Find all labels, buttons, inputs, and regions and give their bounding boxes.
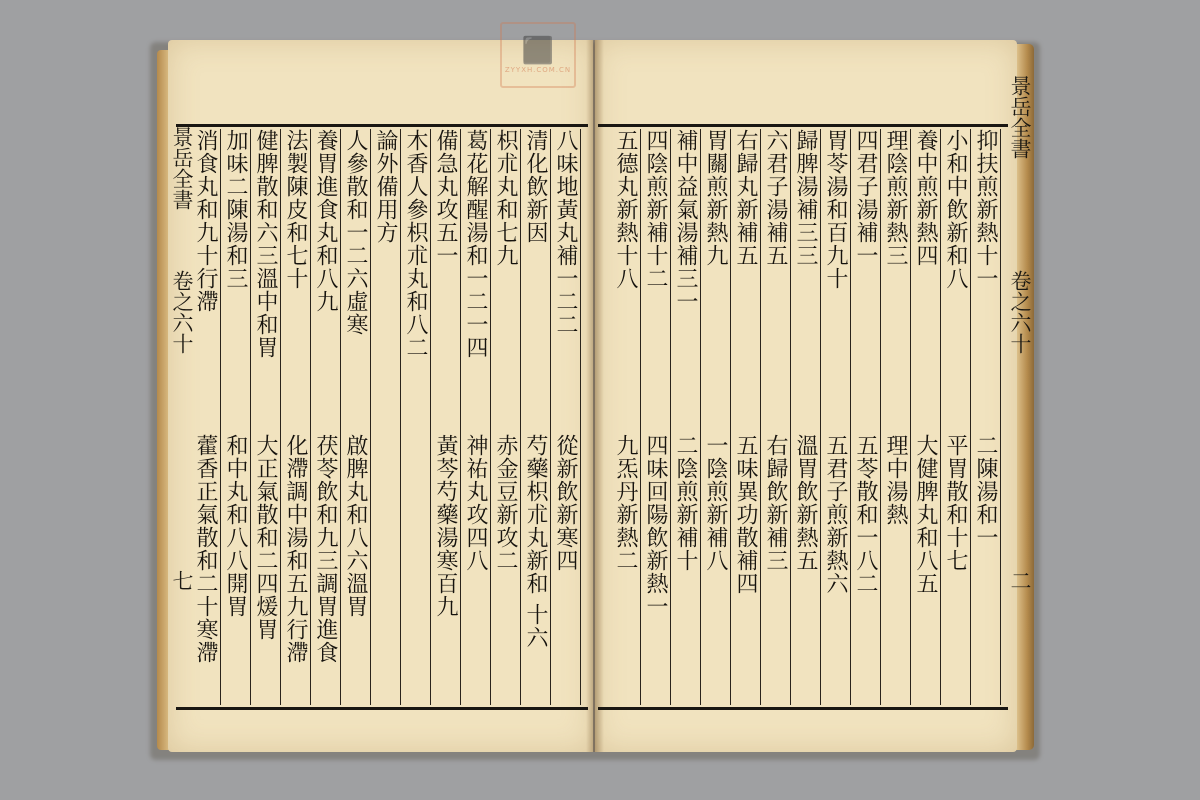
left-margin-title: 景岳全書 [170,126,194,210]
left-page-entry-upper: 法製陳皮和七十 [283,129,308,290]
left-page-entry-upper: 枳朮丸和七九 [493,129,518,267]
left-margin-volume: 卷之六十 [170,270,194,354]
right-page-column [640,129,671,705]
right-margin-page: 二 [1008,570,1032,591]
right-page-entry-lower: 大健脾丸和八五 [913,434,938,595]
left-page-entry-upper: 八味地黃丸補一二二 [553,129,578,336]
watermark-stamp [500,22,576,88]
right-page-column [880,129,911,705]
left-page-entry-lower: 赤金豆新攻二 [493,434,518,572]
left-page-entry-upper: 備急丸攻五一 [433,129,458,267]
left-page-entry-lower: 茯苓飲和九三調胃進食 [313,434,338,664]
right-page-column [850,129,881,705]
seal-icon: ⬛ [521,36,555,66]
right-page-column [970,129,1001,705]
right-page-entry-lower: 二陰煎新補十 [673,434,698,572]
left-page-entry-upper: 人參散和一二六虛寒 [343,129,368,336]
right-page-entry-lower: 右歸飲新補三 [763,434,788,572]
right-margin-title: 景岳全書 [1008,75,1032,159]
left-page-entry-lower: 芍藥枳朮丸新和 十六 [523,434,548,649]
right-page-entry-upper: 五德丸新熱十八 [613,129,638,290]
left-page-column [490,129,521,705]
left-page-column [370,129,401,705]
right-page-entry-upper: 右歸丸新補五 [733,129,758,267]
right-page-entry-upper: 補中益氣湯補三一 [673,129,698,313]
left-page-entry-upper: 清化飲新因 [523,129,548,244]
left-text-frame [176,124,588,710]
right-page-entry-upper: 小和中飲新和八 [943,129,968,290]
right-page-entry-lower: 二陳湯和一 [973,434,998,549]
left-page-column [400,129,431,705]
right-page-column [610,129,641,705]
right-page-column [700,129,731,705]
watermark-text: ZYYXH.COM.CN [504,66,572,74]
left-page-column [190,129,221,705]
right-margin-volume: 卷之六十 [1008,270,1032,354]
left-page-entry-lower: 從新飲新寒四 [553,434,578,572]
left-page-column [280,129,311,705]
left-page-column [430,129,461,705]
left-page-entry-lower: 黃芩芍藥湯寒百九 [433,434,458,618]
right-page-entry-lower: 四味回陽飲新熱一 [643,434,668,618]
right-page-entry-upper: 六君子湯補五 [763,129,788,267]
left-page-column [310,129,341,705]
right-page-entry-lower: 一陰煎新補八 [703,434,728,572]
left-page-column [550,129,581,705]
right-page-column [820,129,851,705]
left-page-entry-upper: 養胃進食丸和八九 [313,129,338,313]
right-page-entry-lower: 五味異功散補四 [733,434,758,595]
right-page-entry-upper: 養中煎新熱四 [913,129,938,267]
left-page-column [220,129,251,705]
left-page-entry-lower: 藿香正氣散和二十寒滯 [193,434,218,664]
right-page-entry-lower: 九炁丹新熱二 [613,434,638,572]
left-page-entry-lower: 啟脾丸和八六溫胃 [343,434,368,618]
left-page-column [520,129,551,705]
right-page-column [790,129,821,705]
left-page-entry-lower: 化滯調中湯和五九行滯 [283,434,308,664]
left-page-entry-upper: 葛花解醒湯和一二一四 [463,129,488,359]
right-page-column [760,129,791,705]
left-page-column [340,129,371,705]
left-page-entry-upper: 消食丸和九十行滯 [193,129,218,313]
right-page-entry-upper: 胃關煎新熱九 [703,129,728,267]
right-page-column [940,129,971,705]
left-page-entry-upper: 論外備用方 [373,129,398,244]
right-page-entry-upper: 四君子湯補一 [853,129,878,267]
right-page-column [730,129,761,705]
right-text-frame [598,124,1008,710]
left-page-entry-lower: 大正氣散和二四煖胃 [253,434,278,641]
right-page-entry-lower: 理中湯熱 [883,434,908,526]
left-page-column [250,129,281,705]
left-page-entry-upper: 加味二陳湯和三 [223,129,248,290]
right-page-entry-lower: 平胃散和十七 [943,434,968,572]
right-page-entry-upper: 歸脾湯補三三 [793,129,818,267]
left-page-column [460,129,491,705]
left-page-entry-lower: 和中丸和八八開胃 [223,434,248,618]
right-page-column [910,129,941,705]
right-page-column [670,129,701,705]
right-page-entry-lower: 五君子煎新熱六 [823,434,848,595]
right-page-entry-lower: 五苓散和一八二 [853,434,878,595]
right-page-entry-upper: 抑扶煎新熱十一 [973,129,998,290]
right-page-entry-upper: 理陰煎新熱三 [883,129,908,267]
right-page-entry-upper: 胃苓湯和百九十 [823,129,848,290]
left-page-entry-upper: 健脾散和六三溫中和胃 [253,129,278,359]
left-page-entry-upper: 木香人參枳朮丸和八二 [403,129,428,359]
left-page-entry-lower: 神祐丸攻四八 [463,434,488,572]
left-margin-page: 七 [170,570,194,591]
right-page-entry-upper: 四陰煎新補十二 [643,129,668,290]
right-page-entry-lower: 溫胃飲新熱五 [793,434,818,572]
